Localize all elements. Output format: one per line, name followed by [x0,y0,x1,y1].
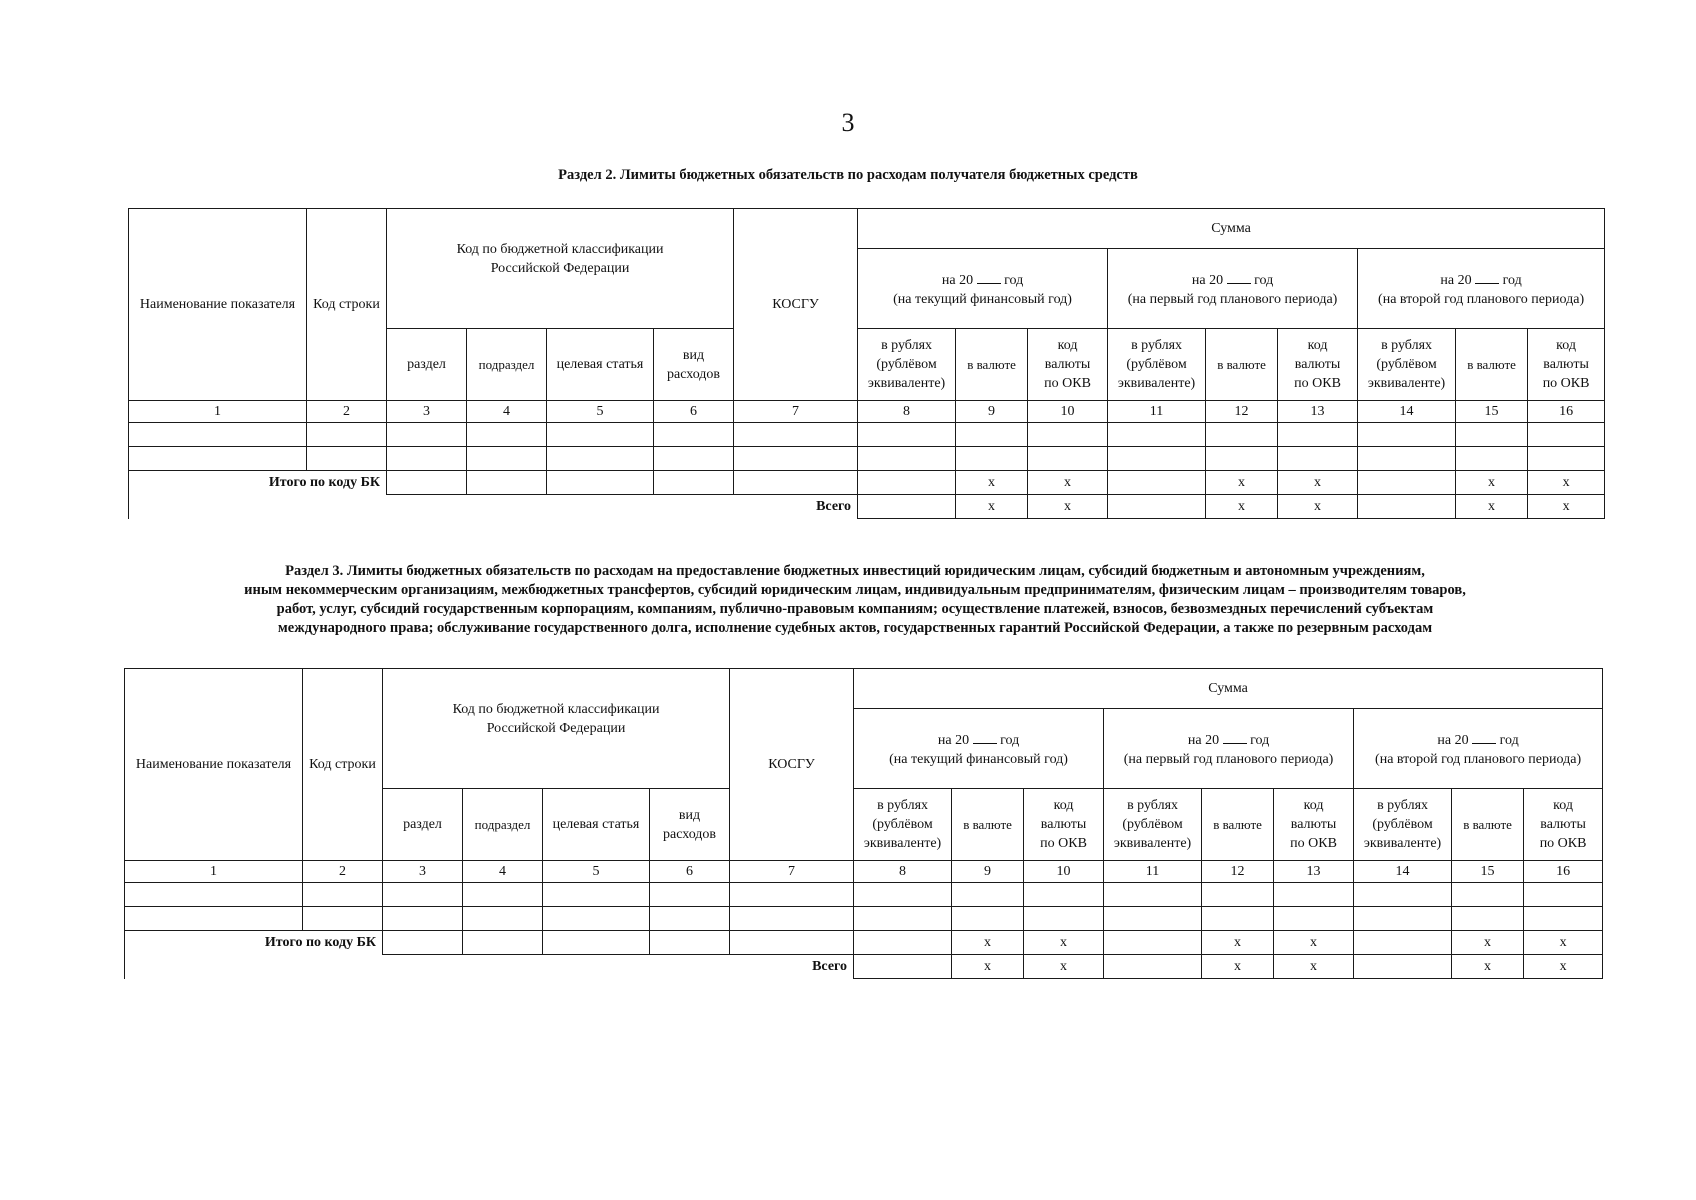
year-suffix: год [1250,732,1270,748]
header-year-first [1104,709,1354,789]
year-prefix: на 20 [941,272,974,288]
col-number: 11 [1104,861,1202,883]
col-number: 7 [730,861,854,883]
section-3-title-line: работ, услуг, субсидий государственным корпорациям, компаниям, публично-правовым компаниям; осуществление платежей, взносов, безвозмездных перечислений субъектам [276,601,1434,617]
header-bk-line: Российской Федерации [490,260,630,276]
header-podrazdel: подраздел [467,329,547,401]
header-rub: в рублях (рублёвом эквиваленте) [1104,789,1202,861]
header-okv: код валюты по ОКВ [1524,789,1603,861]
header-currency: в валюте [956,329,1028,401]
col-number: 5 [543,861,650,883]
table-row [129,447,1605,471]
col-number: 15 [1456,401,1528,423]
header-year-second [1358,249,1605,329]
col-number: 12 [1202,861,1274,883]
section-3-title-line: международного права; обслуживание государственного долга, исполнение судебных актов, государственных гарантий Российской Федерации, а также по резервным расходам [277,620,1433,636]
period-second: (на второй год планового периода) [1375,751,1582,767]
header-year-current [858,249,1108,329]
col-number: 4 [463,861,543,883]
col-number: 6 [650,861,730,883]
column-numbers-row [125,861,1603,883]
header-vid: вид расходов [654,329,734,401]
header-rub: в рублях (рублёвом эквиваленте) [1108,329,1206,401]
year-suffix: год [1499,732,1519,748]
col-number: 8 [858,401,956,423]
header-currency: в валюте [1206,329,1278,401]
col-number: 9 [952,861,1024,883]
page-number: 3 [841,108,855,137]
table-row [125,883,1603,907]
header-currency: в валюте [952,789,1024,861]
period-current: (на текущий финансовый год) [889,751,1068,767]
col-number: 4 [467,401,547,423]
col-number: 15 [1452,861,1524,883]
section-3-table [124,668,1603,979]
year-suffix: год [1502,272,1522,288]
col-number: 13 [1274,861,1354,883]
period-first: (на первый год планового периода) [1127,291,1338,307]
year-prefix: на 20 [1191,272,1224,288]
header-rub: в рублях (рублёвом эквиваленте) [854,789,952,861]
year-prefix: на 20 [937,732,970,748]
year-prefix: на 20 [1437,732,1469,748]
header-bk-line: Российской Федерации [486,720,626,736]
header-target: целевая статья [547,329,654,401]
header-podrazdel: подраздел [463,789,543,861]
header-bk [383,669,730,789]
col-number: 2 [307,401,387,423]
header-bk [387,209,734,329]
period-current: (на текущий финансовый год) [893,291,1072,307]
col-number: 11 [1108,401,1206,423]
section-3-title-line: Раздел 3. Лимиты бюджетных обязательств по расходам на предоставление бюджетных инвестиций юридическим лицам, субсидий бюджетным и автономным учреждениям, [285,563,1425,579]
header-bk-line: Код по бюджетной классификации [452,701,660,717]
table-row [125,907,1603,931]
header-bk-line: Код по бюджетной классификации [456,241,664,257]
col-number: 1 [125,861,303,883]
col-number: 1 [129,401,307,423]
header-rub: в рублях (рублёвом эквиваленте) [858,329,956,401]
header-code: Код строки [307,209,387,401]
header-vid: вид расходов [650,789,730,861]
col-number: 14 [1354,861,1452,883]
header-year-first [1108,249,1358,329]
header-okv: код валюты по ОКВ [1278,329,1358,401]
period-first: (на первый год планового периода) [1123,751,1334,767]
col-number: 13 [1278,401,1358,423]
col-number: 6 [654,401,734,423]
col-number: 2 [303,861,383,883]
header-rub: в рублях (рублёвом эквиваленте) [1354,789,1452,861]
col-number: 8 [854,861,952,883]
col-number: 9 [956,401,1028,423]
total-all-row: Всего x x x x x x [129,495,1605,519]
total-all-label: Всего [125,955,854,979]
header-razdel: раздел [387,329,467,401]
total-by-bk-label: Итого по коду БК [125,931,383,955]
header-okv: код валюты по ОКВ [1274,789,1354,861]
header-sum: Сумма [858,209,1605,249]
header-okv: код валюты по ОКВ [1528,329,1605,401]
col-number: 10 [1028,401,1108,423]
period-second: (на второй год планового периода) [1378,291,1585,307]
section-3-title [120,562,1590,638]
year-prefix: на 20 [1187,732,1220,748]
header-kosgu: КОСГУ [730,669,854,861]
section-2-title: Раздел 2. Лимиты бюджетных обязательств по расходам получателя бюджетных средств [558,167,1138,183]
year-suffix: год [1004,272,1024,288]
section-3-title-line: иным некоммерческим организациям, межбюджетных трансфертов, субсидий юридическим лицам, индивидуальным предпринимателям, физическим лицам – производителям товаров, [244,582,1466,598]
col-number: 16 [1528,401,1605,423]
header-currency: в валюте [1456,329,1528,401]
column-numbers-row [129,401,1605,423]
header-kosgu: КОСГУ [734,209,858,401]
header-rub: в рублях (рублёвом эквиваленте) [1358,329,1456,401]
col-number: 12 [1206,401,1278,423]
col-number: 3 [383,861,463,883]
total-all-row: Всего x x x x x x [125,955,1603,979]
header-target: целевая статья [543,789,650,861]
year-suffix: год [1254,272,1274,288]
col-number: 14 [1358,401,1456,423]
table-row [129,423,1605,447]
col-number: 10 [1024,861,1104,883]
header-name: Наименование показателя [129,209,307,401]
header-sum: Сумма [854,669,1603,709]
section-2-table [128,208,1605,519]
total-all-label: Всего [129,495,858,519]
header-currency: в валюте [1202,789,1274,861]
header-razdel: раздел [383,789,463,861]
col-number: 5 [547,401,654,423]
header-okv: код валюты по ОКВ [1024,789,1104,861]
header-name: Наименование показателя [125,669,303,861]
total-by-bk-row: Итого по коду БК x x x x x x [125,931,1603,955]
year-suffix: год [1000,732,1020,748]
col-number: 16 [1524,861,1603,883]
col-number: 3 [387,401,467,423]
header-okv: код валюты по ОКВ [1028,329,1108,401]
total-by-bk-label: Итого по коду БК [129,471,387,495]
header-year-current [854,709,1104,789]
total-by-bk-row: Итого по коду БК x x x x x x [129,471,1605,495]
header-year-second [1354,709,1603,789]
header-currency: в валюте [1452,789,1524,861]
col-number: 7 [734,401,858,423]
year-prefix: на 20 [1440,272,1472,288]
header-code: Код строки [303,669,383,861]
